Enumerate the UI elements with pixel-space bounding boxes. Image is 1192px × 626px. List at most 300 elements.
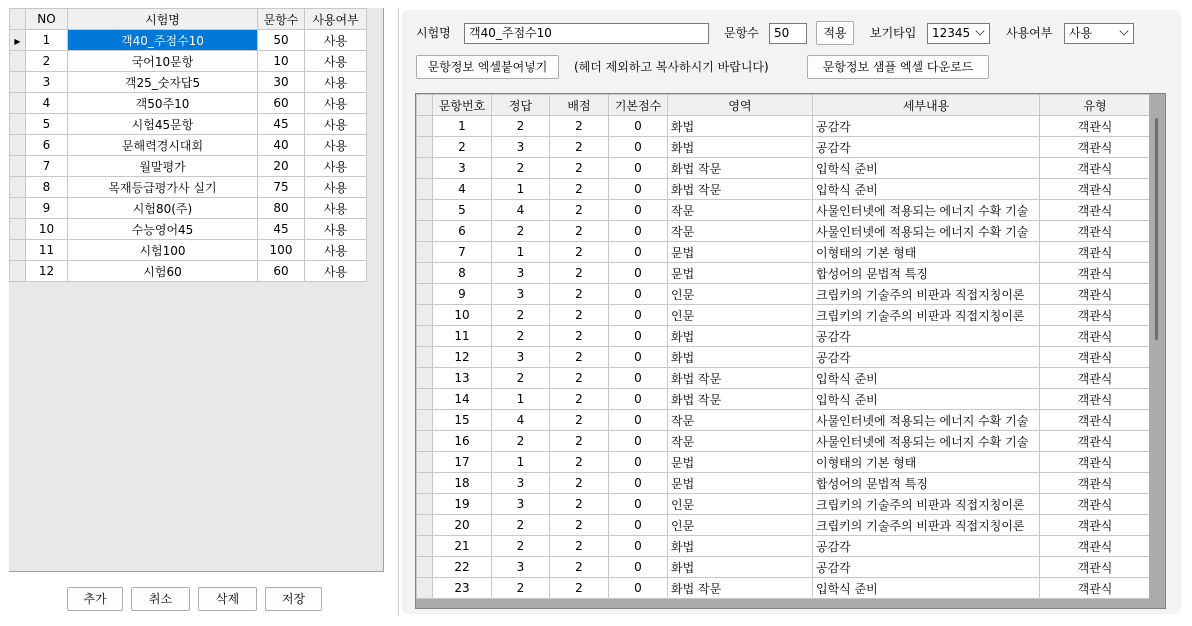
detail-cell[interactable]: 입학식 준비 [813, 158, 1040, 179]
use-select[interactable] [1064, 23, 1134, 44]
type-cell[interactable]: 객관식 [1040, 389, 1151, 410]
detail-cell[interactable]: 크립키의 기술주의 비판과 직접지칭이론 [813, 515, 1040, 536]
question-no-cell[interactable]: 18 [433, 473, 492, 494]
area-cell[interactable]: 인문 [668, 305, 813, 326]
exam-row[interactable] [10, 72, 367, 93]
row-header[interactable] [417, 368, 433, 389]
question-row[interactable] [417, 557, 1151, 578]
question-no-cell[interactable]: 19 [433, 494, 492, 515]
exam-use-cell[interactable]: 사용 [305, 51, 367, 72]
exam-row[interactable] [10, 219, 367, 240]
download-sample-button[interactable]: 문항정보 샘플 엑셀 다운로드 [807, 55, 989, 79]
base-score-cell[interactable]: 0 [609, 305, 668, 326]
detail-cell[interactable]: 입학식 준비 [813, 179, 1040, 200]
detail-cell[interactable]: 사물인터넷에 적용되는 에너지 수확 기술 [813, 200, 1040, 221]
exam-count-cell[interactable]: 75 [258, 177, 305, 198]
exam-count-cell[interactable]: 100 [258, 240, 305, 261]
row-header[interactable] [417, 536, 433, 557]
type-cell[interactable]: 객관식 [1040, 578, 1151, 599]
exam-use-cell[interactable]: 사용 [305, 135, 367, 156]
row-header[interactable] [417, 221, 433, 242]
score-cell[interactable]: 2 [550, 221, 609, 242]
type-cell[interactable]: 객관식 [1040, 305, 1151, 326]
base-score-cell[interactable]: 0 [609, 410, 668, 431]
row-header[interactable] [10, 156, 26, 177]
answer-cell[interactable]: 3 [492, 494, 550, 515]
detail-cell[interactable]: 합성어의 문법적 특징 [813, 263, 1040, 284]
base-score-cell[interactable]: 0 [609, 179, 668, 200]
exam-name-cell[interactable]: 객50주10 [68, 93, 258, 114]
row-header[interactable] [10, 93, 26, 114]
answer-cell[interactable]: 3 [492, 347, 550, 368]
score-cell[interactable]: 2 [550, 347, 609, 368]
type-cell[interactable]: 객관식 [1040, 137, 1151, 158]
detail-cell[interactable]: 크립키의 기술주의 비판과 직접지칭이론 [813, 305, 1040, 326]
question-row[interactable] [417, 494, 1151, 515]
area-cell[interactable]: 인문 [668, 494, 813, 515]
row-header[interactable] [10, 72, 26, 93]
exam-no-cell[interactable]: 3 [26, 72, 68, 93]
score-cell[interactable]: 2 [550, 263, 609, 284]
exam-count-cell[interactable]: 60 [258, 261, 305, 282]
detail-cell[interactable]: 사물인터넷에 적용되는 에너지 수확 기술 [813, 410, 1040, 431]
type-cell[interactable]: 객관식 [1040, 284, 1151, 305]
answer-cell[interactable]: 2 [492, 536, 550, 557]
paste-excel-button[interactable]: 문항정보 엑셀붙여넣기 [416, 55, 559, 79]
column-header[interactable]: 기본점수 [609, 95, 668, 116]
exam-no-cell[interactable]: 5 [26, 114, 68, 135]
exam-count-cell[interactable]: 45 [258, 219, 305, 240]
answer-cell[interactable]: 3 [492, 557, 550, 578]
base-score-cell[interactable]: 0 [609, 578, 668, 599]
question-row[interactable] [417, 137, 1151, 158]
detail-cell[interactable]: 합성어의 문법적 특징 [813, 473, 1040, 494]
exam-use-cell[interactable]: 사용 [305, 198, 367, 219]
row-header[interactable] [417, 494, 433, 515]
area-cell[interactable]: 문법 [668, 452, 813, 473]
score-cell[interactable]: 2 [550, 557, 609, 578]
detail-cell[interactable]: 공감각 [813, 326, 1040, 347]
question-no-cell[interactable]: 7 [433, 242, 492, 263]
delete-button[interactable]: 삭제 [198, 587, 257, 611]
area-cell[interactable]: 작문 [668, 431, 813, 452]
row-header[interactable] [10, 114, 26, 135]
row-header[interactable] [10, 135, 26, 156]
exam-count-cell[interactable]: 60 [258, 93, 305, 114]
base-score-cell[interactable]: 0 [609, 515, 668, 536]
base-score-cell[interactable]: 0 [609, 431, 668, 452]
exam-row[interactable] [10, 156, 367, 177]
question-row[interactable] [417, 284, 1151, 305]
area-cell[interactable]: 화법 [668, 347, 813, 368]
area-cell[interactable]: 화법 [668, 116, 813, 137]
type-cell[interactable]: 객관식 [1040, 263, 1151, 284]
column-header[interactable]: 배점 [550, 95, 609, 116]
row-header[interactable] [10, 261, 26, 282]
answer-cell[interactable]: 2 [492, 515, 550, 536]
type-cell[interactable]: 객관식 [1040, 347, 1151, 368]
question-row[interactable] [417, 305, 1151, 326]
question-row[interactable] [417, 200, 1151, 221]
type-cell[interactable]: 객관식 [1040, 452, 1151, 473]
question-row[interactable] [417, 452, 1151, 473]
type-cell[interactable]: 객관식 [1040, 410, 1151, 431]
answer-cell[interactable]: 1 [492, 452, 550, 473]
exam-name-cell[interactable]: 시험60 [68, 261, 258, 282]
area-cell[interactable]: 화법 [668, 557, 813, 578]
exam-count-cell[interactable]: 30 [258, 72, 305, 93]
question-no-cell[interactable]: 3 [433, 158, 492, 179]
exam-use-cell[interactable]: 사용 [305, 30, 367, 51]
row-header[interactable] [417, 284, 433, 305]
exam-row[interactable] [10, 114, 367, 135]
answer-cell[interactable]: 3 [492, 284, 550, 305]
type-cell[interactable]: 객관식 [1040, 557, 1151, 578]
add-button[interactable]: 추가 [67, 587, 123, 611]
column-header[interactable]: NO [26, 9, 68, 30]
exam-name-cell[interactable]: 문해력경시대회 [68, 135, 258, 156]
base-score-cell[interactable]: 0 [609, 347, 668, 368]
detail-cell[interactable]: 크립키의 기술주의 비판과 직접지칭이론 [813, 284, 1040, 305]
question-row[interactable] [417, 263, 1151, 284]
question-row[interactable] [417, 389, 1151, 410]
detail-cell[interactable]: 공감각 [813, 347, 1040, 368]
question-row[interactable] [417, 242, 1151, 263]
base-score-cell[interactable]: 0 [609, 536, 668, 557]
column-header[interactable]: 정답 [492, 95, 550, 116]
area-cell[interactable]: 인문 [668, 284, 813, 305]
base-score-cell[interactable]: 0 [609, 158, 668, 179]
answer-cell[interactable]: 2 [492, 431, 550, 452]
score-cell[interactable]: 2 [550, 494, 609, 515]
area-cell[interactable]: 문법 [668, 263, 813, 284]
base-score-cell[interactable]: 0 [609, 452, 668, 473]
answer-cell[interactable]: 2 [492, 578, 550, 599]
question-no-cell[interactable]: 22 [433, 557, 492, 578]
question-row[interactable] [417, 368, 1151, 389]
question-grid[interactable] [415, 93, 1166, 609]
column-header[interactable]: 문항수 [258, 9, 305, 30]
question-row[interactable] [417, 116, 1151, 137]
question-row[interactable] [417, 158, 1151, 179]
type-cell[interactable]: 객관식 [1040, 368, 1151, 389]
row-header[interactable] [417, 263, 433, 284]
question-row[interactable] [417, 431, 1151, 452]
area-cell[interactable]: 화법 [668, 326, 813, 347]
base-score-cell[interactable]: 0 [609, 557, 668, 578]
base-score-cell[interactable]: 0 [609, 242, 668, 263]
score-cell[interactable]: 2 [550, 389, 609, 410]
type-cell[interactable]: 객관식 [1040, 536, 1151, 557]
type-cell[interactable]: 객관식 [1040, 494, 1151, 515]
exam-use-cell[interactable]: 사용 [305, 177, 367, 198]
question-no-cell[interactable]: 10 [433, 305, 492, 326]
save-button[interactable]: 저장 [265, 587, 322, 611]
answer-cell[interactable]: 2 [492, 116, 550, 137]
area-cell[interactable]: 문법 [668, 473, 813, 494]
question-no-cell[interactable]: 4 [433, 179, 492, 200]
base-score-cell[interactable]: 0 [609, 368, 668, 389]
question-row[interactable] [417, 326, 1151, 347]
answer-cell[interactable]: 2 [492, 305, 550, 326]
row-header[interactable] [417, 578, 433, 599]
type-cell[interactable]: 객관식 [1040, 242, 1151, 263]
score-cell[interactable]: 2 [550, 326, 609, 347]
answer-cell[interactable]: 2 [492, 326, 550, 347]
exam-name-cell[interactable]: 수능영어45 [68, 219, 258, 240]
area-cell[interactable]: 화법 작문 [668, 389, 813, 410]
exam-name-cell[interactable]: 객40_주점수10 [68, 30, 258, 51]
score-cell[interactable]: 2 [550, 284, 609, 305]
row-header[interactable] [417, 557, 433, 578]
detail-cell[interactable]: 크립키의 기술주의 비판과 직접지칭이론 [813, 494, 1040, 515]
exam-row[interactable] [10, 30, 367, 51]
type-cell[interactable]: 객관식 [1040, 179, 1151, 200]
base-score-cell[interactable]: 0 [609, 200, 668, 221]
question-no-cell[interactable]: 13 [433, 368, 492, 389]
area-cell[interactable]: 화법 작문 [668, 578, 813, 599]
exam-row[interactable] [10, 135, 367, 156]
score-cell[interactable]: 2 [550, 137, 609, 158]
exam-name-cell[interactable]: 목재등급평가사 실기 [68, 177, 258, 198]
base-score-cell[interactable]: 0 [609, 326, 668, 347]
row-header[interactable] [10, 219, 26, 240]
score-cell[interactable]: 2 [550, 179, 609, 200]
area-cell[interactable]: 문법 [668, 242, 813, 263]
row-header[interactable] [417, 200, 433, 221]
apply-button[interactable]: 적용 [816, 21, 854, 45]
row-header[interactable] [10, 177, 26, 198]
area-cell[interactable]: 화법 [668, 536, 813, 557]
exam-row[interactable] [10, 51, 367, 72]
answer-cell[interactable]: 2 [492, 221, 550, 242]
score-cell[interactable]: 2 [550, 305, 609, 326]
question-row[interactable] [417, 536, 1151, 557]
question-no-cell[interactable]: 14 [433, 389, 492, 410]
base-score-cell[interactable]: 0 [609, 137, 668, 158]
exam-name-cell[interactable]: 시험100 [68, 240, 258, 261]
exam-no-cell[interactable]: 9 [26, 198, 68, 219]
exam-use-cell[interactable]: 사용 [305, 240, 367, 261]
row-header[interactable] [10, 51, 26, 72]
answer-cell[interactable]: 4 [492, 410, 550, 431]
row-header[interactable] [417, 347, 433, 368]
type-cell[interactable]: 객관식 [1040, 431, 1151, 452]
exam-name-cell[interactable]: 시험80(주) [68, 198, 258, 219]
row-header[interactable] [417, 305, 433, 326]
exam-count-cell[interactable]: 20 [258, 156, 305, 177]
base-score-cell[interactable]: 0 [609, 494, 668, 515]
exam-count-cell[interactable]: 80 [258, 198, 305, 219]
exam-no-cell[interactable]: 8 [26, 177, 68, 198]
detail-cell[interactable]: 입학식 준비 [813, 389, 1040, 410]
row-header[interactable] [417, 179, 433, 200]
question-row[interactable] [417, 179, 1151, 200]
detail-cell[interactable]: 입학식 준비 [813, 578, 1040, 599]
detail-cell[interactable]: 사물인터넷에 적용되는 에너지 수확 기술 [813, 431, 1040, 452]
type-cell[interactable]: 객관식 [1040, 221, 1151, 242]
score-cell[interactable]: 2 [550, 536, 609, 557]
detail-cell[interactable]: 이형태의 기본 형태 [813, 242, 1040, 263]
exam-use-cell[interactable]: 사용 [305, 93, 367, 114]
exam-use-cell[interactable]: 사용 [305, 72, 367, 93]
answer-cell[interactable]: 4 [492, 200, 550, 221]
question-no-cell[interactable]: 17 [433, 452, 492, 473]
exam-no-cell[interactable]: 7 [26, 156, 68, 177]
exam-row[interactable] [10, 93, 367, 114]
base-score-cell[interactable]: 0 [609, 116, 668, 137]
exam-use-cell[interactable]: 사용 [305, 261, 367, 282]
exam-use-cell[interactable]: 사용 [305, 219, 367, 240]
type-cell[interactable]: 객관식 [1040, 200, 1151, 221]
answer-cell[interactable]: 3 [492, 263, 550, 284]
exam-no-cell[interactable]: 11 [26, 240, 68, 261]
question-row[interactable] [417, 473, 1151, 494]
exam-use-cell[interactable]: 사용 [305, 156, 367, 177]
score-cell[interactable]: 2 [550, 431, 609, 452]
row-header[interactable] [417, 410, 433, 431]
exam-no-cell[interactable]: 1 [26, 30, 68, 51]
area-cell[interactable]: 화법 작문 [668, 158, 813, 179]
base-score-cell[interactable]: 0 [609, 221, 668, 242]
exam-name-cell[interactable]: 월말평가 [68, 156, 258, 177]
exam-no-cell[interactable]: 10 [26, 219, 68, 240]
detail-cell[interactable]: 입학식 준비 [813, 368, 1040, 389]
question-no-cell[interactable]: 20 [433, 515, 492, 536]
type-cell[interactable]: 객관식 [1040, 515, 1151, 536]
question-no-cell[interactable]: 2 [433, 137, 492, 158]
area-cell[interactable]: 작문 [668, 221, 813, 242]
question-row[interactable] [417, 347, 1151, 368]
row-header[interactable] [417, 473, 433, 494]
type-cell[interactable]: 객관식 [1040, 116, 1151, 137]
row-header[interactable] [417, 242, 433, 263]
exam-count-cell[interactable]: 45 [258, 114, 305, 135]
area-cell[interactable]: 인문 [668, 515, 813, 536]
base-score-cell[interactable]: 0 [609, 263, 668, 284]
score-cell[interactable]: 2 [550, 368, 609, 389]
area-cell[interactable]: 화법 작문 [668, 179, 813, 200]
type-cell[interactable]: 객관식 [1040, 326, 1151, 347]
row-header[interactable] [417, 158, 433, 179]
question-no-cell[interactable]: 16 [433, 431, 492, 452]
question-no-cell[interactable]: 6 [433, 221, 492, 242]
area-cell[interactable]: 화법 [668, 137, 813, 158]
question-no-cell[interactable]: 11 [433, 326, 492, 347]
detail-cell[interactable]: 공감각 [813, 536, 1040, 557]
exam-no-cell[interactable]: 2 [26, 51, 68, 72]
cancel-button[interactable]: 취소 [131, 587, 190, 611]
column-header[interactable]: 영역 [668, 95, 813, 116]
score-cell[interactable]: 2 [550, 158, 609, 179]
exam-name-cell[interactable]: 국어10문항 [68, 51, 258, 72]
exam-count-cell[interactable]: 10 [258, 51, 305, 72]
column-header[interactable]: 유형 [1040, 95, 1151, 116]
question-no-cell[interactable]: 5 [433, 200, 492, 221]
exam-row[interactable] [10, 198, 367, 219]
exam-name-cell[interactable]: 시험45문항 [68, 114, 258, 135]
scrollbar-thumb[interactable] [1155, 118, 1158, 340]
score-cell[interactable]: 2 [550, 452, 609, 473]
question-row[interactable] [417, 410, 1151, 431]
score-cell[interactable]: 2 [550, 200, 609, 221]
base-score-cell[interactable]: 0 [609, 284, 668, 305]
type-cell[interactable]: 객관식 [1040, 473, 1151, 494]
score-cell[interactable]: 2 [550, 242, 609, 263]
question-no-cell[interactable]: 12 [433, 347, 492, 368]
detail-cell[interactable]: 공감각 [813, 557, 1040, 578]
exam-no-cell[interactable]: 6 [26, 135, 68, 156]
answer-cell[interactable]: 2 [492, 158, 550, 179]
question-no-cell[interactable]: 8 [433, 263, 492, 284]
score-cell[interactable]: 2 [550, 116, 609, 137]
area-cell[interactable]: 화법 작문 [668, 368, 813, 389]
row-header[interactable] [417, 431, 433, 452]
row-header[interactable] [10, 240, 26, 261]
count-input[interactable]: 50 [769, 23, 807, 44]
answer-cell[interactable]: 3 [492, 137, 550, 158]
row-header[interactable] [10, 198, 26, 219]
answer-cell[interactable]: 3 [492, 473, 550, 494]
detail-cell[interactable]: 공감각 [813, 116, 1040, 137]
exam-row[interactable] [10, 240, 367, 261]
detail-cell[interactable]: 사물인터넷에 적용되는 에너지 수확 기술 [813, 221, 1040, 242]
exam-name-cell[interactable]: 객25_숫자답5 [68, 72, 258, 93]
row-header[interactable] [417, 389, 433, 410]
exam-count-cell[interactable]: 40 [258, 135, 305, 156]
column-header[interactable]: 시험명 [68, 9, 258, 30]
area-cell[interactable]: 작문 [668, 200, 813, 221]
exam-no-cell[interactable]: 4 [26, 93, 68, 114]
question-no-cell[interactable]: 21 [433, 536, 492, 557]
row-header[interactable] [10, 30, 26, 51]
answer-cell[interactable]: 2 [492, 368, 550, 389]
question-no-cell[interactable]: 15 [433, 410, 492, 431]
area-cell[interactable]: 작문 [668, 410, 813, 431]
detail-cell[interactable]: 공감각 [813, 137, 1040, 158]
column-header[interactable]: 사용여부 [305, 9, 367, 30]
question-row[interactable] [417, 221, 1151, 242]
exam-name-input[interactable]: 객40_주점수10 [464, 23, 709, 44]
answer-cell[interactable]: 1 [492, 179, 550, 200]
answer-cell[interactable]: 1 [492, 242, 550, 263]
question-no-cell[interactable]: 9 [433, 284, 492, 305]
question-row[interactable] [417, 578, 1151, 599]
exam-row[interactable] [10, 177, 367, 198]
exam-row[interactable] [10, 261, 367, 282]
score-cell[interactable]: 2 [550, 410, 609, 431]
column-header[interactable]: 세부내용 [813, 95, 1040, 116]
detail-cell[interactable]: 이형태의 기본 형태 [813, 452, 1040, 473]
score-cell[interactable]: 2 [550, 578, 609, 599]
row-header[interactable] [417, 137, 433, 158]
type-cell[interactable]: 객관식 [1040, 158, 1151, 179]
vertical-scrollbar[interactable] [1149, 94, 1165, 608]
score-cell[interactable]: 2 [550, 515, 609, 536]
question-no-cell[interactable]: 1 [433, 116, 492, 137]
score-cell[interactable]: 2 [550, 473, 609, 494]
exam-use-cell[interactable]: 사용 [305, 114, 367, 135]
base-score-cell[interactable]: 0 [609, 473, 668, 494]
column-header[interactable]: 문항번호 [433, 95, 492, 116]
row-header[interactable] [417, 515, 433, 536]
exam-count-cell[interactable]: 50 [258, 30, 305, 51]
row-header[interactable] [417, 116, 433, 137]
answer-cell[interactable]: 1 [492, 389, 550, 410]
base-score-cell[interactable]: 0 [609, 389, 668, 410]
exam-no-cell[interactable]: 12 [26, 261, 68, 282]
view-type-select[interactable] [927, 23, 990, 44]
